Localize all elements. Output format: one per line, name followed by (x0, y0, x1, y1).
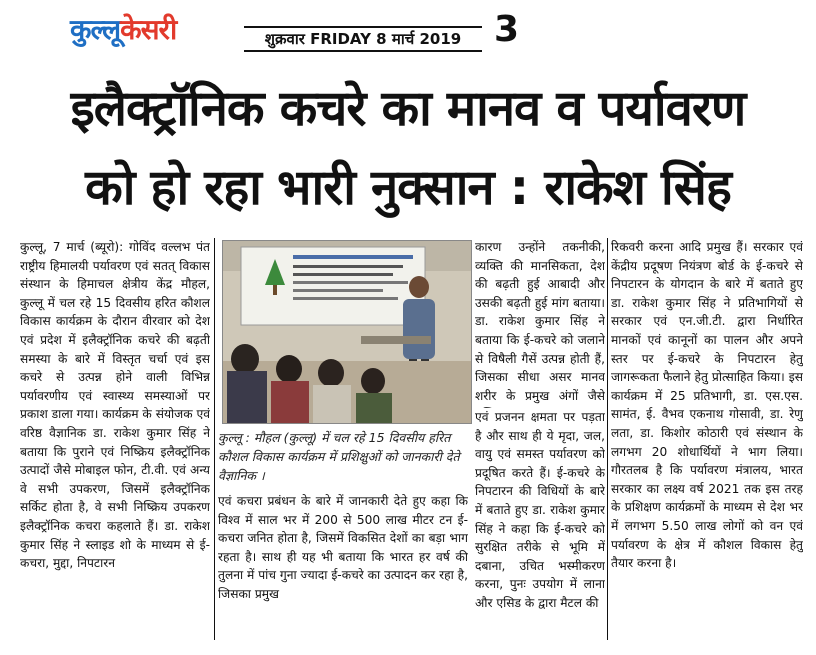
headline-line-1: इलैक्ट्रॉनिक कचरे का मानव व पर्यावरण (70, 80, 746, 137)
column-divider (607, 238, 608, 640)
column-divider (214, 238, 215, 640)
photo-illustration (223, 241, 471, 423)
masthead (0, 0, 816, 62)
newspaper-logo (70, 10, 176, 48)
headline-line-2: को हो रहा भारी नुक्सान : राकेश सिंह (85, 159, 731, 216)
article-column-1: कुल्लू, 7 मार्च (ब्यूरो): गोविंद वल्लभ पंत राष्ट्रीय हिमालयी पर्यावरण एवं सतत् विकास संस्थान के हिमाचल क्षेत्रीय केंद्र मौहल, कुल्लू में चल रहे 15 दिवसीय हरित कौशल विकास कार्यक्रम के दौरान वीरवार को देश एवं प्रदेश में इलैक्ट्रॉनिक कचरे की बढ़ती समस्या के बारे में विस्तृत चर्चा एवं इस कचरे से उत्पन्न होने वाली विभिन्न पर्यावरणीय एवं स्वास्थ्य समस्याओं पर प्रकाश डाला गया। कार्यक्रम के संयोजक एवं वरिष्ठ वैज्ञानिक डा. राकेश कुमार सिंह ने बताया कि पुराने एवं निष्क्रिय इलैक्ट्रॉनिक उत्पादों जैसे मोबाइल फोन, टी.वी. एवं अन्य वे सभी उपकरण, जिसमें इलैक्ट्रॉनिक सर्किट होता है, वे सभी निष्क्रिय उपकरण इलैक्ट्रॉनिक कचरा कहलाते हैं। डा. राकेश कुमार सिंह ने स्लाइड शो के माध्यम से ई-कचरा, मुद्दा, निपटारन (20, 240, 210, 571)
training-session-photo (222, 240, 472, 424)
page-number: 3 (494, 9, 520, 50)
article-column-3-continued: एवं प्रजनन क्षमता पर पड़ता है और साथ ही ये मृदा, जल, वायु एवं समस्त पर्यावरण को प्रदूषित करते हैं। ई-कचरे के निपटारन की विधियों के बारे में बताते हुए डा. राकेश कुमार सिंह ने कहा कि ई-कचरे को सुरक्षित तरीके से भूमि में दबाना, उचित भस्मीकरण करना, पुनः उपयोग में लाना और एसिड के द्वारा मैटल की (475, 410, 605, 610)
dateline: शुक्रवार FRIDAY 8 मार्च 2019 (244, 26, 482, 52)
logo-part-1: कुल्लू (70, 13, 121, 46)
logo-part-2: केसरी (120, 13, 177, 46)
article-column-4: रिकवरी करना आदि प्रमुख हैं। सरकार एवं केंद्रीय प्रदूषण नियंत्रण बोर्ड के ई-कचरे से निपटारन के योगदान के बारे में बताते हुए डा. राकेश कुमार सिंह ने प्रतिभागियों से सरकार एवं एन.जी.टी. द्वारा निर्धारित मानकों एवं कानूनों का पालन और अपने स्तर पर ई-कचरे के निपटारन हेतु जागरूकता फैलाने हेतु प्रोत्साहित किया। इस कार्यक्रम में 25 प्रतिभागी, डा. एस.एस. सामंत, ई. वैभव एकनाथ गोसावी, डा. रेणु लता, डा. किशोर कोठारी एवं संस्थान के लगभग 20 शोधार्थियों ने भाग लिया। गौरतलब है कि पर्यावरण मंत्रालय, भारत सरकार का लक्ष्य वर्ष 2021 तक इस तरह के प्रशिक्षण कार्यक्रमों के माध्यम से देश भर में लगभग 5.50 लाख लोगों को वन एवं पर्यावरण के क्षेत्र में कौशल विकास हेतु तैयार करना है। (611, 240, 803, 571)
photo-caption: कुल्लू : मौहल (कुल्लू) में चल रहे 15 दिवसीय हरित कौशल विकास कार्यक्रम में प्रशिक्षुओं को जानकारी देते वैज्ञानिक । (218, 430, 460, 483)
article-column-2: एवं कचरा प्रबंधन के बारे में जानकारी देते हुए कहा कि विश्व में साल भर में 200 से 500 लाख मीटर टन ई-कचरा जनित होता है, जिसमें विकसित देशों का बड़ा भाग रहता है। साथ ही यह भी बताया कि भारत हर वर्ष की तुलना में पांच गुना ज्यादा ई-कचरे का उत्पादन कर रहा है, जिसका प्रमुख (218, 494, 468, 601)
article-column-3: कारण उन्होंने तकनीकी, व्यक्ति की मानसिकता, देश की बढ़ती हुई आबादी और उसकी बढ़ती हुई मांग बताया। डा. राकेश कुमार सिंह ने बताया कि ई-कचरे को जलाने से विषैली गैसें उत्पन्न होती हैं, जिसका सीधा असर मानव शरीर के प्रमुख अंगों जैसे (475, 240, 605, 403)
